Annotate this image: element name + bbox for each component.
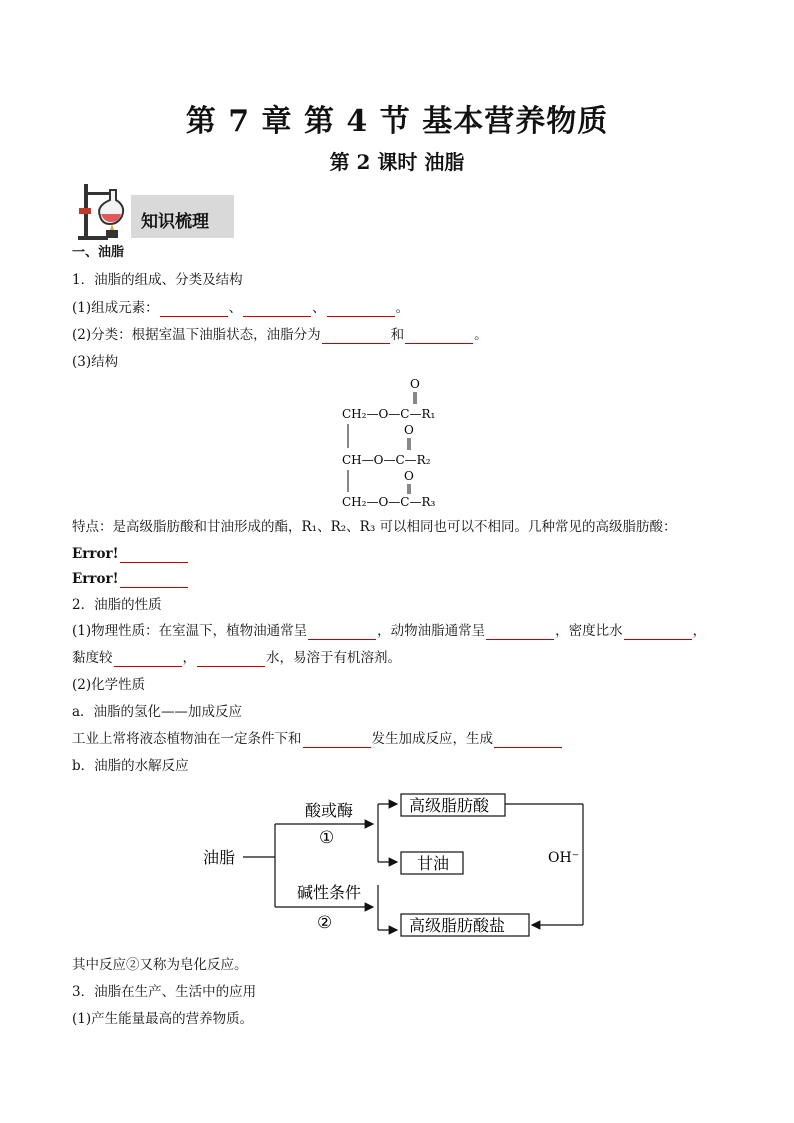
- reaction-number: ①: [319, 828, 335, 848]
- answer-blank[interactable]: [405, 329, 473, 344]
- answer-blank[interactable]: [322, 329, 390, 344]
- answer-blank[interactable]: [114, 652, 182, 667]
- paragraph: (2)化学性质: [72, 677, 146, 693]
- composition-line: (1)组成元素： 、 、 。: [72, 300, 410, 316]
- triglyceride-structure: [330, 372, 490, 516]
- answer-blank[interactable]: [327, 302, 395, 317]
- physical-properties-line: 黏度较 ， 水，易溶于有机溶剂。: [72, 650, 401, 666]
- condition-label: 酸或酶: [305, 801, 354, 820]
- answer-blank[interactable]: [243, 302, 311, 317]
- answer-blank[interactable]: [486, 625, 554, 640]
- source-label: 油脂: [203, 848, 236, 867]
- answer-blank[interactable]: [120, 573, 188, 588]
- answer-blank[interactable]: [303, 733, 371, 748]
- product-box: 高级脂肪酸: [409, 796, 490, 815]
- hydrogenation-line: 工业上常将液态植物油在一定条件下和 发生加成反应，生成: [72, 730, 563, 748]
- answer-blank[interactable]: [197, 652, 265, 667]
- structure-row: CH₂—O—C—R₁: [342, 407, 436, 421]
- section-banner-label: 知识梳理: [141, 212, 209, 232]
- oh-label: OH⁻: [548, 850, 580, 866]
- page-title: 第 7 章 第 4 节 基本营养物质: [185, 104, 609, 139]
- carbonyl-oxygen: O: [404, 469, 414, 483]
- carbonyl-oxygen: O: [404, 423, 414, 437]
- paragraph: (3)结构: [72, 354, 119, 370]
- paragraph: b．油脂的水解反应: [72, 758, 189, 774]
- carbonyl-oxygen: O: [410, 377, 420, 391]
- error-line: Error!: [72, 545, 189, 563]
- answer-blank[interactable]: [308, 625, 376, 640]
- answer-blank[interactable]: [494, 733, 562, 748]
- paragraph: 2．油脂的性质: [72, 597, 162, 613]
- section-heading: 一、油脂: [72, 245, 125, 260]
- feature-paragraph: 特点：是高级脂肪酸和甘油形成的酯，R₁、R₂、R₃ 可以相同也可以不相同。几种常见的高级脂肪酸：: [72, 519, 677, 535]
- reaction-number: ②: [317, 913, 333, 933]
- section-banner: [131, 195, 234, 238]
- product-box: 甘油: [417, 854, 450, 873]
- answer-blank[interactable]: [120, 548, 188, 563]
- paragraph: (1)产生能量最高的营养物质。: [72, 1011, 254, 1027]
- structure-row: CH₂—O—C—R₃: [342, 495, 436, 509]
- structure-row: CH—O—C—R₂: [342, 453, 431, 467]
- hydrolysis-diagram: [195, 790, 595, 944]
- paragraph: 1．油脂的组成、分类及结构: [72, 272, 243, 288]
- error-line: Error!: [72, 570, 189, 588]
- physical-properties-line: (1)物理性质：在室温下，植物油通常呈 ，动物油脂通常呈 ，密度比水 ，: [72, 623, 707, 639]
- product-box: 高级脂肪酸盐: [409, 916, 506, 935]
- paragraph: 其中反应②又称为皂化反应。: [72, 957, 248, 973]
- classification-line: (2)分类：根据室温下油脂状态，油脂分为 和 。: [72, 327, 488, 343]
- lab-flask-icon: [72, 180, 132, 242]
- page-subtitle: 第 2 课时 油脂: [329, 150, 465, 174]
- answer-blank[interactable]: [160, 302, 228, 317]
- paragraph: 3．油脂在生产、生活中的应用: [72, 984, 257, 1000]
- paragraph: a．油脂的氢化——加成反应: [72, 704, 243, 720]
- condition-label: 碱性条件: [297, 883, 362, 902]
- answer-blank[interactable]: [624, 625, 692, 640]
